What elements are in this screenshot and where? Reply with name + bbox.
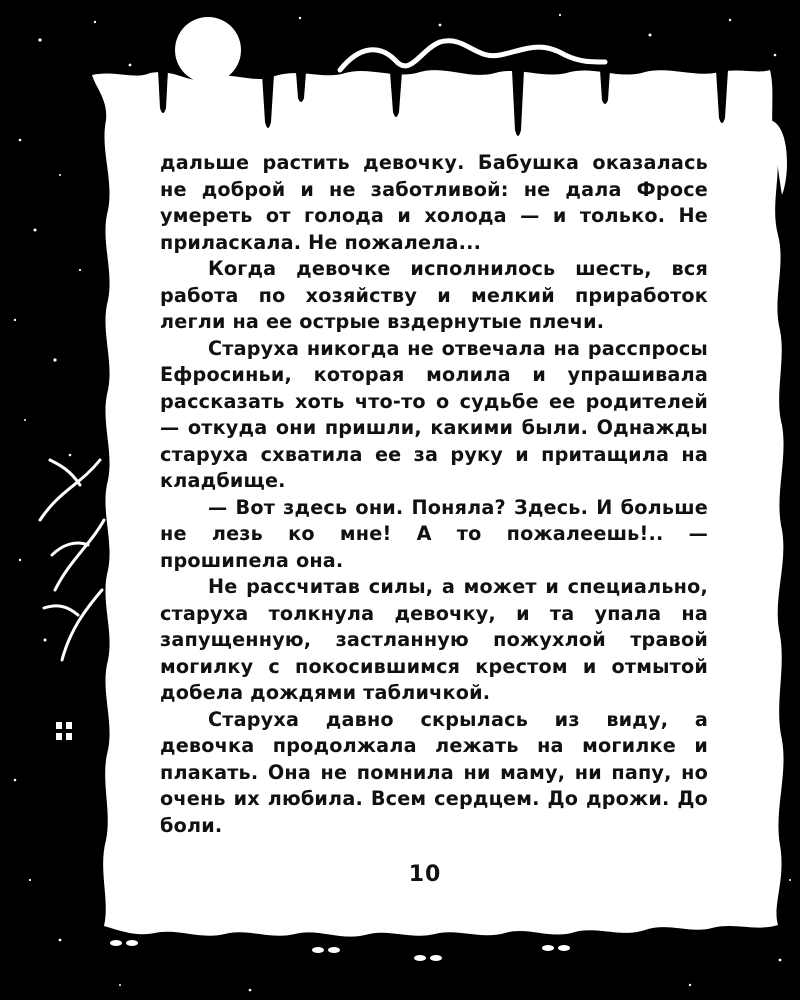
moon-icon <box>175 17 241 83</box>
paragraph: дальше растить девочку. Бабушка оказалась не доброй и не заботливой: не дала Фросе умереть от голода и холода — и только. Не приласкала. Не пожалела... <box>160 151 708 254</box>
story-text <box>160 150 708 839</box>
paragraph: Когда девочке исполнилось шесть, вся работа по хозяйству и мелкий приработок легли на ее острые вздернутые плечи. <box>160 257 708 333</box>
paragraph: Не рассчитав силы, а может и специально, старуха толкнула девочку, и та упала на запущенную, застланную пожухлой травой могилку с покосившимся крестом и отмытой добела дождями табличкой. <box>160 575 708 704</box>
paragraph: — Вот здесь они. Поняла? Здесь. И больше не лезь ко мне! А то пожалеешь!.. — прошипела она. <box>160 495 708 572</box>
page-number: 10 <box>408 862 442 887</box>
paragraph: Старуха никогда не отвечала на расспросы Ефросиньи, которая молила и упрашивала рассказать хоть что-то о судьбе ее родителей — откуда они пришли, какими были. Однажды старуха схватила ее за руку и притащила на кладбище. <box>160 336 708 492</box>
paragraph: Старуха давно скрылась из виду, а девочка продолжала лежать на могилке и плакать. Она не помнила ни маму, ни папу, но очень их любила. Всем сердцем. До дрожи. До боли. <box>160 707 708 837</box>
